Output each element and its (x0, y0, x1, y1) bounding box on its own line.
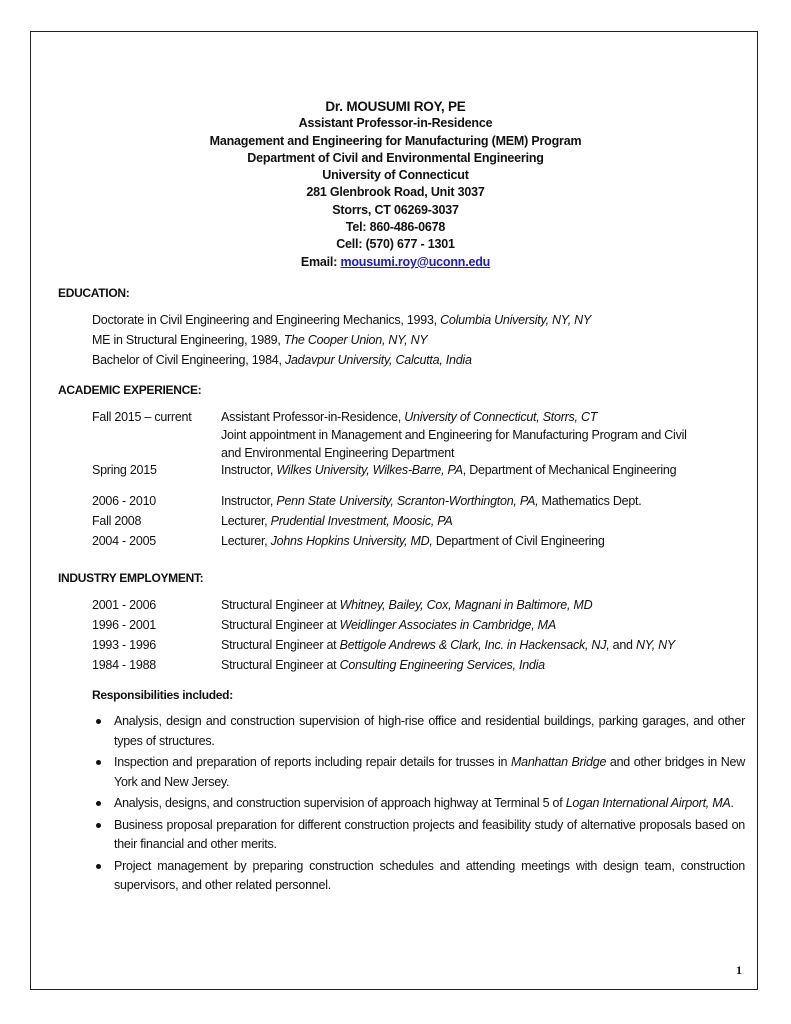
email-line (0, 254, 791, 271)
email-link[interactable]: mousumi.roy@uconn.edu (340, 254, 491, 269)
job-title: Assistant Professor-in-Residence (298, 116, 493, 131)
address-line-2: Storrs, CT 06269-3037 (332, 202, 459, 217)
industry-desc: Structural Engineer at Weidlinger Associates in Cambridge, MA (221, 618, 556, 632)
academic-date: 2004 - 2005 (92, 534, 156, 548)
industry-desc: Structural Engineer at Consulting Engineering Services, India (221, 658, 545, 672)
industry-employment-heading: INDUSTRY EMPLOYMENT: (58, 571, 204, 585)
list-item: Project management by preparing construction schedules and attending meetings with design team, construction supervisors, and other related personnel. (92, 857, 745, 896)
academic-desc: Instructor, Penn State University, Scranton-Worthington, PA, Mathematics Dept. (221, 494, 642, 508)
bullet-icon (96, 823, 101, 828)
industry-desc: Structural Engineer at Whitney, Bailey, Cox, Magnani in Baltimore, MD (221, 598, 593, 612)
academic-desc: Lecturer, Johns Hopkins University, MD, Department of Civil Engineering (221, 534, 605, 548)
academic-date: Fall 2015 – current (92, 410, 192, 424)
department-name: Department of Civil and Environmental Engineering (247, 150, 544, 165)
academic-date: 2006 - 2010 (92, 494, 156, 508)
academic-desc: Assistant Professor-in-Residence, University of Connecticut, Storrs, CT (221, 410, 598, 424)
responsibilities-list (92, 712, 745, 898)
industry-date: 1993 - 1996 (92, 638, 156, 652)
industry-date: 1984 - 1988 (92, 658, 156, 672)
bullet-icon (96, 864, 101, 869)
industry-desc: Structural Engineer at Bettigole Andrews & Clark, Inc. in Hackensack, NJ, and NY, NY (221, 638, 676, 652)
email-label: Email: (300, 254, 341, 269)
industry-date: 2001 - 2006 (92, 598, 156, 612)
cell-phone: Cell: (570) 677 - 1301 (336, 237, 455, 252)
list-item: Inspection and preparation of reports including repair details for trusses in Manhattan Bridge and other bridges in New York and New Jersey. (92, 753, 745, 792)
bullet-icon (96, 760, 101, 765)
academic-desc: Lecturer, Prudential Investment, Moosic, PA (221, 514, 453, 528)
academic-experience-heading: ACADEMIC EXPERIENCE: (58, 383, 202, 397)
address-line-1: 281 Glenbrook Road, Unit 3037 (306, 185, 485, 200)
education-item: Doctorate in Civil Engineering and Engineering Mechanics, 1993, Columbia University, NY, NY (92, 313, 592, 327)
education-item: Bachelor of Civil Engineering, 1984, Jadavpur University, Calcutta, India (92, 353, 472, 367)
person-name: Dr. MOUSUMI ROY, PE (325, 99, 466, 114)
academic-desc: Instructor, Wilkes University, Wilkes-Barre, PA, Department of Mechanical Engineering (221, 463, 677, 477)
list-item: Analysis, designs, and construction supervision of approach highway at Terminal 5 of Logan International Airport, MA. (92, 794, 745, 814)
responsibilities-heading: Responsibilities included: (92, 688, 233, 702)
page-number: 1 (736, 963, 742, 977)
academic-date: Fall 2008 (92, 514, 142, 528)
list-item: Business proposal preparation for different construction projects and feasibility study of alternative proposals based on their financial and other merits. (92, 816, 745, 855)
cv-header (0, 98, 791, 271)
education-heading: EDUCATION: (58, 286, 130, 300)
program-name: Management and Engineering for Manufacturing (MEM) Program (209, 133, 582, 148)
list-item: Analysis, design and construction supervision of high-rise office and residential buildings, parking garages, and other types of structures. (92, 712, 745, 751)
industry-date: 1996 - 2001 (92, 618, 156, 632)
academic-desc-cont: Joint appointment in Management and Engineering for Manufacturing Program and Civil (221, 428, 687, 442)
bullet-icon (96, 801, 101, 806)
university-name: University of Connecticut (322, 168, 469, 183)
academic-date: Spring 2015 (92, 463, 157, 477)
education-item: ME in Structural Engineering, 1989, The Cooper Union, NY, NY (92, 333, 428, 347)
telephone: Tel: 860-486-0678 (345, 220, 446, 235)
bullet-icon (96, 719, 101, 724)
academic-desc-cont: and Environmental Engineering Department (221, 446, 455, 460)
